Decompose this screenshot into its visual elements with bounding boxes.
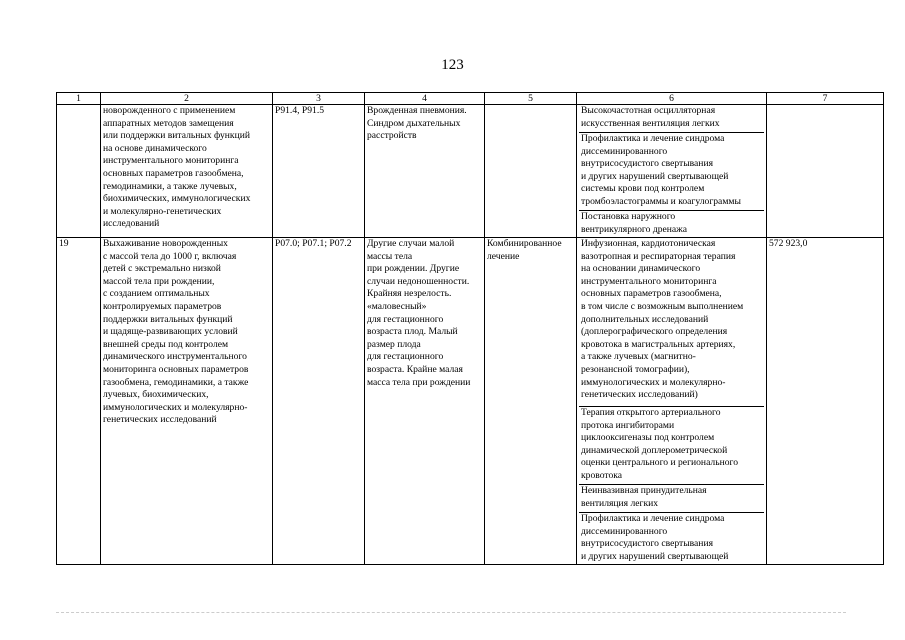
page-bottom-edge xyxy=(56,612,846,625)
method-item: Неинвазивная принудительная вентиляция легких xyxy=(579,485,764,513)
row-number xyxy=(57,105,101,238)
service-name: новорожденного с применением аппаратных методов замещения или поддержки витальных функций на основе динамического инструментального мониторинга основных параметров газообмена, гемодинамики, а также лучевых, биохимических, иммунологических и молекулярно-генетических исследований xyxy=(101,105,273,238)
service-name: Выхаживание новорожденных с массой тела до 1000 г, включая детей с экстремально низкой массой тела при рождении, с созданием оптимальных контролируемых параметров поддержки витальных функций и щадяще-развивающих условий внешней среды под контролем динамического инструментального мониторинга основных параметров газообмена, гемодинамики, а также лучевых, биохимических, иммунологических и молекулярно- генетических исследований xyxy=(101,238,273,565)
column-header-5: 5 xyxy=(485,93,577,105)
method-item: Профилактика и лечение синдрома диссеминированного внутрисосудистого свертывания и других нарушений свертывающей xyxy=(581,513,729,562)
method-item: Высокочастотная осцилляторная искусственная вентиляция легких xyxy=(579,105,764,133)
services-table xyxy=(56,92,884,565)
page-number: 123 xyxy=(441,57,464,73)
patient-model: Другие случаи малой массы тела при рождении. Другие случаи недоношенности. Крайняя незрелость. «маловесный» для гестационного возраста плод. Малый размер плода для гестационного возраста. Крайне малая масса тела при рождении xyxy=(365,238,485,565)
column-header-4: 4 xyxy=(365,93,485,105)
column-header-2: 2 xyxy=(101,93,273,105)
column-header-6: 6 xyxy=(577,93,767,105)
method-item: Профилактика и лечение синдрома диссеминированного внутрисосудистого свертывания и других нарушений свертывающей системы крови под контролем тромбоэластограммы и коагулограммы xyxy=(579,133,764,211)
icd-codes: P91.4, P91.5 xyxy=(273,105,365,238)
row-number: 19 xyxy=(57,238,101,565)
price: 572 923,0 xyxy=(767,238,884,565)
method-item: Терапия открытого артериального протока ингибиторами циклооксигеназы под контролем динамической доплерометрической оценки центрального и регионального кровотока xyxy=(579,407,764,485)
column-header-1: 1 xyxy=(57,93,101,105)
table-row-19 xyxy=(57,238,884,565)
table-row-continued xyxy=(57,105,884,238)
patient-model: Врожденная пневмония. Синдром дыхательных расстройств xyxy=(365,105,485,238)
icd-codes: P07.0; P07.1; P07.2 xyxy=(273,238,365,565)
method-item: Инфузионная, кардиотоническая вазотропная и респираторная терапия на основании динамического инструментального мониторинга основных параметров газообмена, в том числе с возможным выполнением дополнительных исследований (доплерографического определения кровотока в магистральных артериях, а также лучевых (магнитно- резонансной томографии), иммунологических и молекулярно- генетических исследований) xyxy=(579,238,764,407)
treatment-methods xyxy=(577,105,767,238)
column-header-7: 7 xyxy=(767,93,884,105)
treatment-methods xyxy=(577,238,767,565)
method-item: Постановка наружного вентрикулярного дренажа xyxy=(581,211,688,235)
treatment-type: Комбинированное лечение xyxy=(485,238,577,565)
price xyxy=(767,105,884,238)
treatment-type xyxy=(485,105,577,238)
column-header-3: 3 xyxy=(273,93,365,105)
header-row xyxy=(57,93,884,105)
